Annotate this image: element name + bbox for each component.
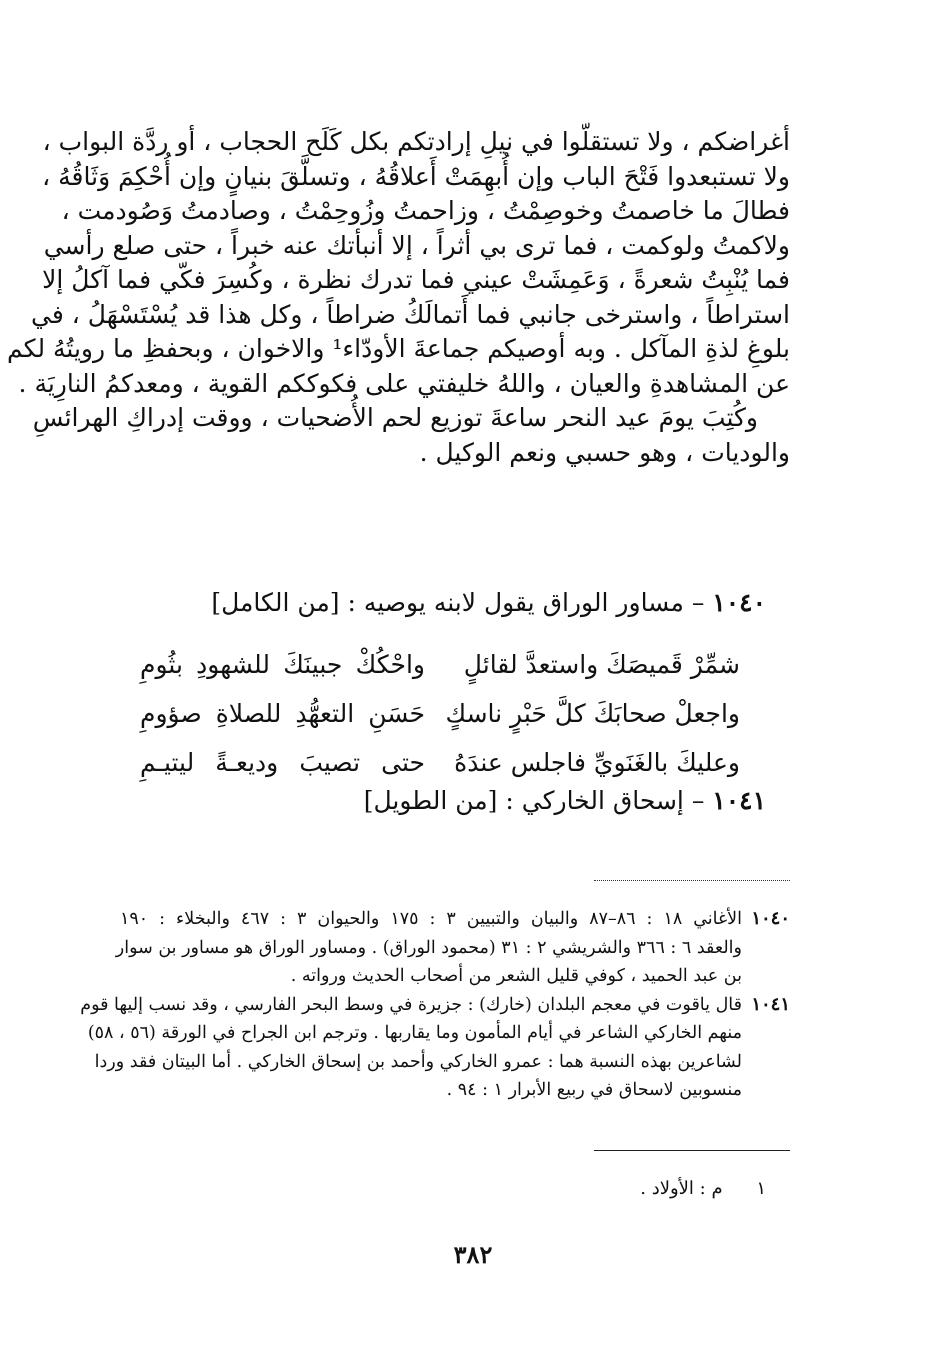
note-line: بن عبد الحميد ، كوفي قليل الشعر من أصحاب الحديث ورواته .: [290, 966, 742, 986]
entry-number: ١٠٤١: [712, 786, 766, 815]
verse-first-hemistich: وعليكَ بالغَنَويِّ فاجلس عندَهُ: [454, 748, 740, 777]
verse-first-hemistich: شمِّرْ قَميصَكَ واستعدَّ لقائلٍ: [463, 650, 740, 679]
notes-divider: [594, 880, 790, 881]
prose-line: استراطاً ، واسترخى جانبي فما أَتمالَكُ ضراطاً ، وكل هذا قد يُسْتَسْهَلُ ، في: [31, 299, 790, 329]
prose-line: أغراضكم ، ولا تستقلّوا في نيلِ إرادتكم بكل كَلَح الحجاب ، أو ردَّة البواب ،: [42, 127, 790, 156]
entry-heading-1040: [211, 586, 766, 620]
verse: [140, 640, 740, 689]
prose-line: بلوغِ لذةِ المآكل . وبه أوصيكم جماعةَ الأودّاء¹ والاخوان ، وبحفظِ ما رويتُهُ لكم: [7, 334, 790, 363]
verse-first-hemistich: واجعلْ صحابَكَ كلَّ حَبْرٍ ناسكٍ: [445, 699, 740, 728]
note-number: ١٠٤١: [751, 993, 790, 1015]
note-1041: [80, 991, 790, 1105]
footnote-number: ١: [756, 1178, 766, 1199]
footnote: [640, 1178, 766, 1199]
note-1040: [115, 905, 790, 991]
footnote-text: م : الأولاد .: [640, 1178, 723, 1199]
note-line: الأغاني ١٨ : ٨٦–٨٧ والبيان والتبيين ٣ : ١٧٥ والحيوان ٣ : ٤٦٧ والبخلاء : ١٩٠: [120, 909, 743, 929]
prose-line: عن المشاهدةِ والعيان ، واللهُ خليفتي على فكوككم القوية ، ومعدكمُ النارِيَة .: [18, 368, 790, 398]
prose-line: ولا تستبعدوا فَتْحَ الباب وإن أُبهِمَتْ أَعلاقُهُ ، وتسلَّقَ بنيانٍ وإن أُحْكِمَ وَثَاقُهُ ،: [42, 161, 790, 191]
note-line: والعقد ٦ : ٣٦٦ والشريشي ٢ : ٣١ (محمود الوراق) . ومساور الوراق هو مساور بن سوار: [115, 937, 742, 958]
note-line: قال ياقوت في معجم البلدان (خارك) : جزيرة في وسط البحر الفارسي ، وقد نسب إليها قوم: [80, 994, 742, 1015]
verse: [140, 689, 740, 738]
note-line: منهم الخاركي الشاعر في أيام المأمون وما يقاربها . وترجم ابن الجراح في الورقة (٥٦ ، ٥٨): [87, 1023, 742, 1043]
verse-second-hemistich: واحْكُكْ جبينَكَ للشهودِ بثُومِ: [140, 650, 425, 679]
verse: [140, 738, 740, 787]
note-number: ١٠٤٠: [751, 908, 790, 929]
footnote-divider: [594, 1150, 790, 1151]
entry-title: – إسحاق الخاركي : [من الطويل]: [363, 786, 705, 815]
note-line: لشاعرين بهذه النسبة هما : عمرو الخاركي وأحمد بن إسحاق الخاركي . أما البيتان فقد وردا: [94, 1051, 742, 1072]
verse-second-hemistich: حتى تصيبَ وديعـةً ليتيـمِ: [140, 748, 425, 777]
prose-block: [7, 125, 790, 470]
poem: [140, 640, 740, 787]
prose-line: والوديات ، وهو حسبي ونعم الوكيل .: [419, 437, 790, 467]
prose-line: ولاكمتُ ولوكمت ، فما ترى بي أثراً ، إلا أنبأتك عنه خبراً ، حتى صلع رأسي: [43, 230, 790, 260]
page-number: ٣٨٢: [453, 1240, 493, 1269]
prose-line: فما يُنْبِتُ شعرةً ، وَعَمِشَتْ عيني فما تدرك نظرة ، وكُسِرَ فكّي فما آكلُ إلا: [42, 265, 790, 294]
entry-heading-1041: [364, 784, 766, 818]
note-body: [80, 991, 742, 1105]
verse-second-hemistich: حَسَنِ التعهُّدِ للصلاةِ صؤومِ: [140, 699, 425, 728]
note-body: [115, 905, 743, 991]
entry-title: – مساور الوراق يقول لابنه يوصيه : [من الكامل]: [211, 588, 705, 617]
notes-block: [80, 905, 790, 1105]
note-line: منسوبين لاسحاق في ربيع الأبرار ١ : ٩٤ .: [446, 1080, 742, 1100]
prose-line: وكُتِبَ يومَ عيد النحر ساعةَ توزيع لحم الأُضحيات ، ووقت إدراكِ الهرائسِ: [32, 403, 758, 432]
prose-line: فطالَ ما خاصمتُ وخوصِمْتُ ، وزاحمتُ وزُوحِمْتُ ، وصادمتُ وَصُودمت ،: [61, 196, 790, 225]
entry-number: ١٠٤٠: [712, 588, 766, 617]
